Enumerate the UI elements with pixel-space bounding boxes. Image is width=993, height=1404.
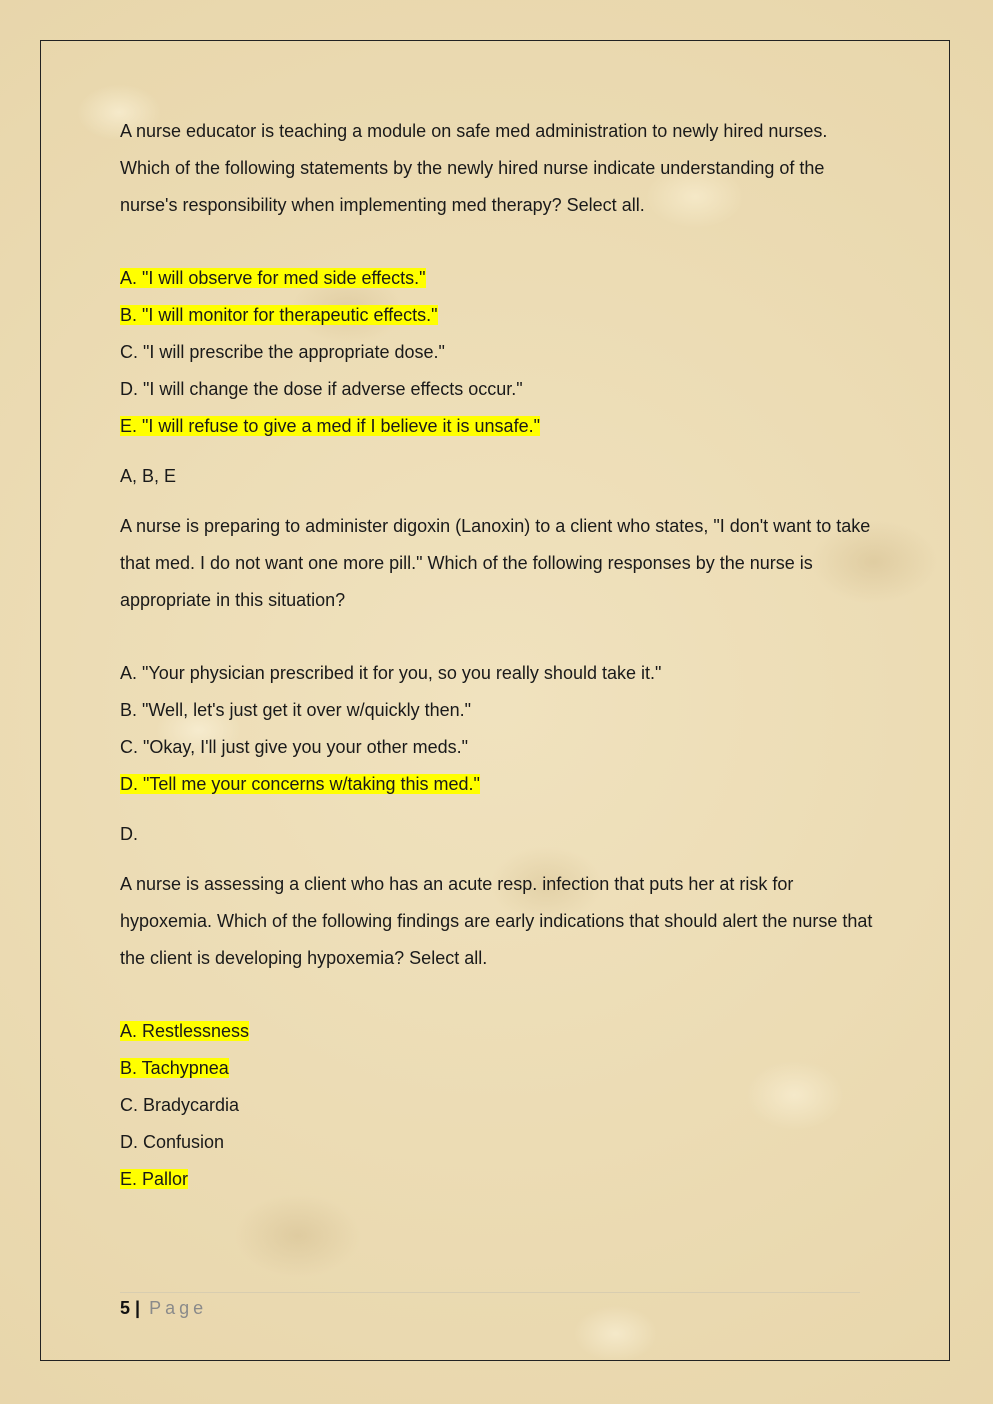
question-2-option-b [120, 692, 880, 729]
question-2-option-c [120, 729, 880, 766]
option-text: B. Tachypnea [120, 1058, 229, 1078]
question-3-option-b [120, 1050, 880, 1087]
option-text: D. "I will change the dose if adverse effects occur." [120, 379, 523, 399]
question-3-option-c [120, 1087, 880, 1124]
question-1-options [120, 260, 880, 445]
question-3-options [120, 1013, 880, 1198]
option-text: C. Bradycardia [120, 1095, 240, 1115]
question-2-option-a [120, 655, 880, 692]
option-text: A. Restlessness [120, 1021, 250, 1041]
question-2-answer: D. [120, 824, 138, 844]
option-text: A. "Your physician prescribed it for you, so you really should take it." [120, 663, 662, 683]
page-footer [120, 1292, 860, 1323]
question-3-option-a [120, 1013, 880, 1050]
option-text: E. "I will refuse to give a med if I believe it is unsafe." [120, 416, 540, 436]
question-1-option-e [120, 408, 880, 445]
question-3-option-e [120, 1161, 880, 1198]
question-1-option-d [120, 371, 880, 408]
question-1-answer: A, B, E [120, 466, 177, 486]
question-1-option-a [120, 260, 880, 297]
question-2-stem: A nurse is preparing to administer digoxin (Lanoxin) to a client who states, "I don't want to take that med. I do not want one more pill." Which of the following responses by the nurse is appropriate in this situation? [120, 516, 871, 610]
option-text: D. Confusion [120, 1132, 225, 1152]
question-3-option-d [120, 1124, 880, 1161]
document-body [120, 113, 880, 1198]
question-2-option-d [120, 766, 880, 803]
question-1-option-b [120, 297, 880, 334]
option-text: C. "Okay, I'll just give you your other meds." [120, 737, 469, 757]
option-text: B. "Well, let's just get it over w/quickly then." [120, 700, 472, 720]
option-text: D. "Tell me your concerns w/taking this med." [120, 774, 480, 794]
option-text: B. "I will monitor for therapeutic effects." [120, 305, 438, 325]
question-2-options [120, 655, 880, 803]
page-number: 5 [120, 1298, 131, 1318]
option-text: A. "I will observe for med side effects." [120, 268, 426, 288]
option-text: C. "I will prescribe the appropriate dose." [120, 342, 445, 362]
question-1-stem: A nurse educator is teaching a module on safe med administration to newly hired nurses. Which of the following statements by the newly hired nurse indicate understanding of the nurse's responsibility when implementing med therapy? Select all. [120, 121, 828, 215]
page-separator: | [135, 1298, 141, 1318]
question-3-stem: A nurse is assessing a client who has an acute resp. infection that puts her at risk for hypoxemia. Which of the following findings are early indications that should alert the nurse that the client is developing hypoxemia? Select all. [120, 874, 873, 968]
option-text: E. Pallor [120, 1169, 189, 1189]
question-1-option-c [120, 334, 880, 371]
page-label: Page [149, 1298, 208, 1318]
